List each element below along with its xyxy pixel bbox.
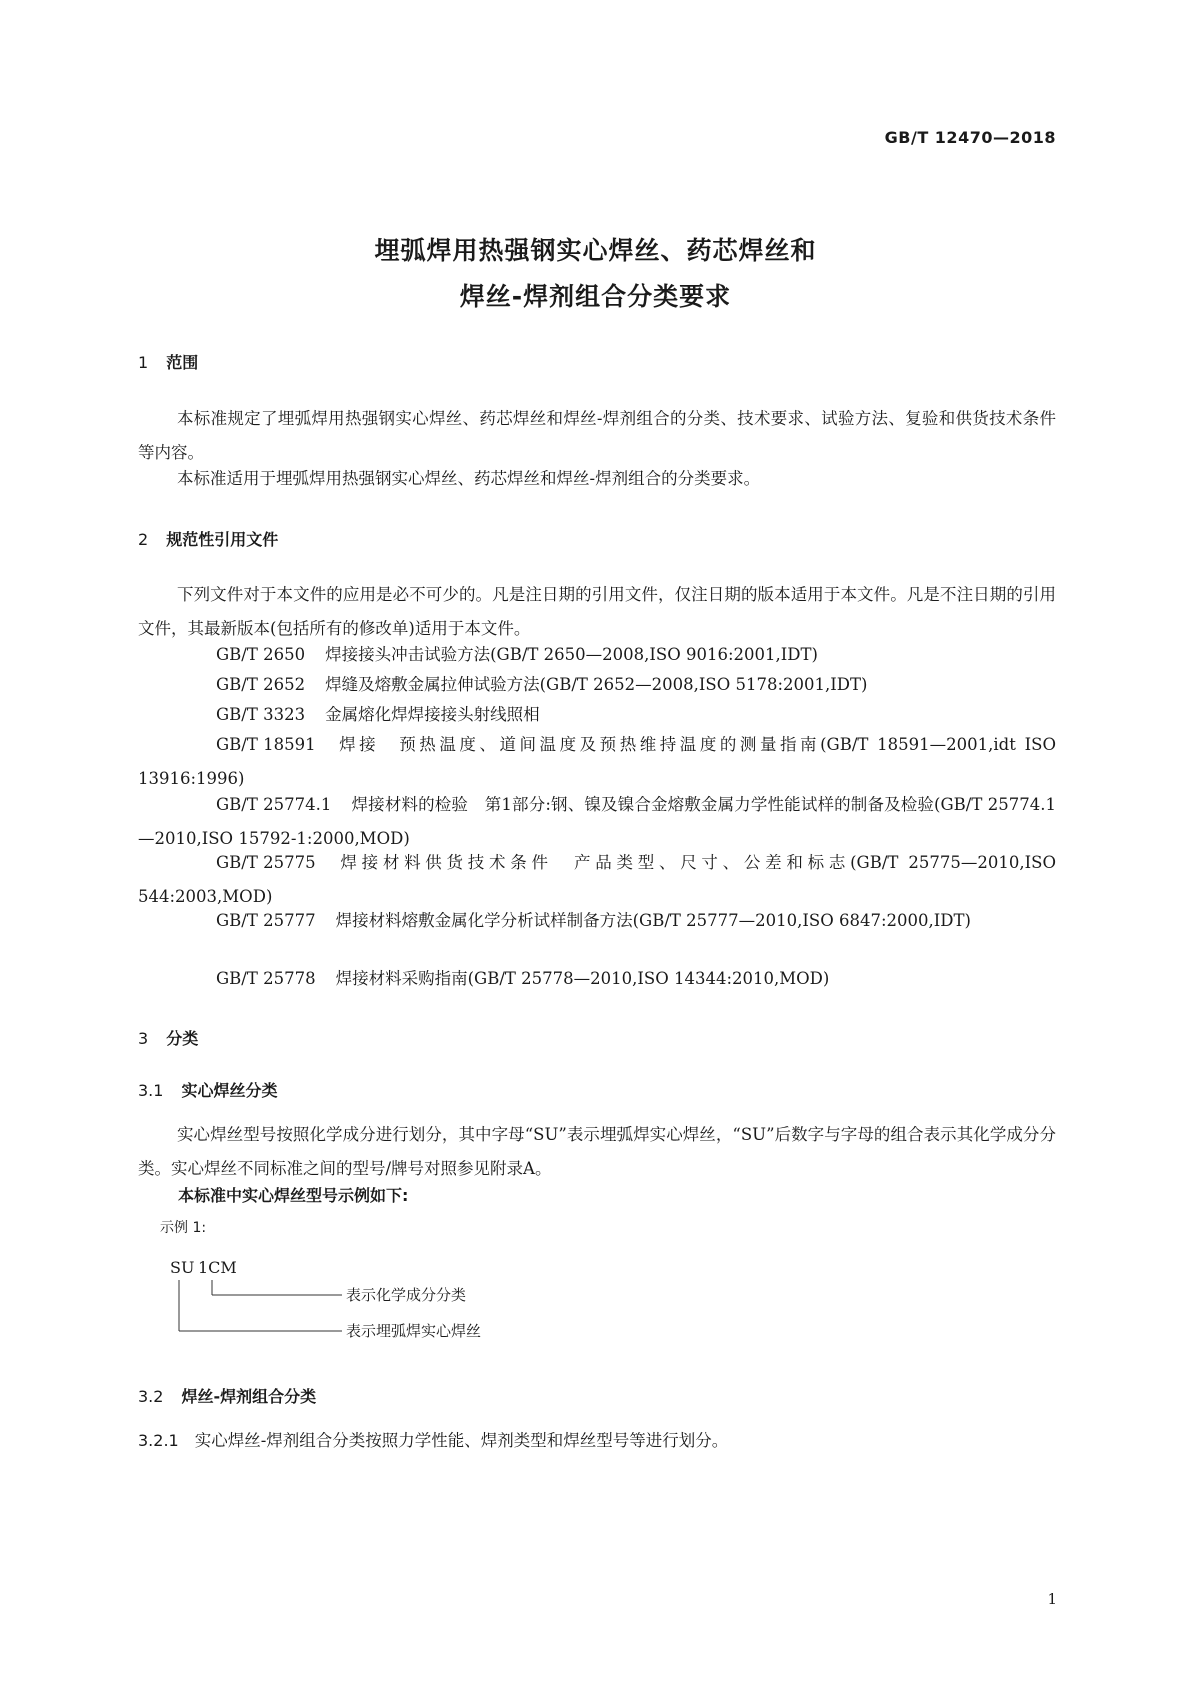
reference-text: 焊接接头冲击试验方法(GB/T 2650—2008,ISO 9016:2001,IDT) — [325, 645, 818, 664]
reference-item — [138, 962, 1056, 996]
section-number: 3.2.1 — [138, 1431, 179, 1450]
reference-text: 焊接材料熔敷金属化学分析试样制备方法(GB/T 25777—2010,ISO 6847:2000,IDT) — [335, 911, 971, 930]
page-number: 1 — [1047, 1590, 1057, 1608]
reference-item — [138, 638, 1056, 672]
section-3-2-heading — [138, 1384, 316, 1407]
reference-code: GB/T 3323 — [216, 705, 306, 724]
reference-text: 焊缝及熔敷金属拉伸试验方法(GB/T 2652—2008,ISO 5178:2001,IDT) — [325, 675, 868, 694]
section-2-intro: 下列文件对于本文件的应用是必不可少的。凡是注日期的引用文件，仅注日期的版本适用于本文件。凡是不注日期的引用文件，其最新版本(包括所有的修改单)适用于本文件。 — [138, 585, 1056, 638]
document-title — [0, 228, 1191, 320]
section-number: 3.2 — [138, 1387, 164, 1406]
label-chemical-classification: 表示化学成分分类 — [346, 1286, 467, 1304]
section-title: 范围 — [166, 353, 199, 372]
section-3-1-heading — [138, 1078, 277, 1101]
reference-text: 金属熔化焊焊接接头射线照相 — [325, 705, 540, 724]
section-title: 焊丝-焊剂组合分类 — [181, 1387, 317, 1406]
section-1-heading — [138, 350, 198, 373]
section-1-paragraph-2: 本标准适用于埋弧焊用热强钢实心焊丝、药芯焊丝和焊丝-焊剂组合的分类要求。 — [177, 469, 761, 488]
section-3-heading — [138, 1026, 198, 1049]
title-line-2: 焊丝-焊剂组合分类要求 — [459, 282, 732, 311]
label-saw-solid-wire: 表示埋弧焊实心焊丝 — [346, 1322, 482, 1340]
reference-code: GB/T 25775 — [216, 853, 316, 872]
reference-text: 焊接材料采购指南(GB/T 25778—2010,ISO 14344:2010,MOD) — [335, 969, 830, 988]
reference-code: GB/T 18591 — [216, 735, 316, 754]
section-2-heading — [138, 527, 278, 550]
example-intro: 本标准中实心焊丝型号示例如下: — [178, 1186, 409, 1205]
model-part-su: SU — [170, 1258, 195, 1277]
reference-text: 焊接材料的检验 第1部分:钢、镍及镍合金熔敷金属力学性能试样的制备及检验(GB/T 25774.1—2010,ISO 15792-1:2000,MOD) — [138, 795, 1056, 848]
model-diagram — [170, 1258, 570, 1358]
reference-item — [138, 668, 1056, 702]
section-title: 分类 — [166, 1029, 199, 1048]
section-title: 实心焊丝分类 — [181, 1081, 278, 1100]
section-1-paragraph-1: 本标准规定了埋弧焊用热强钢实心焊丝、药芯焊丝和焊丝-焊剂组合的分类、技术要求、试验方法、复验和供货技术条件等内容。 — [138, 409, 1056, 462]
reference-item — [138, 728, 1056, 796]
reference-code: GB/T 25777 — [216, 911, 316, 930]
reference-code: GB/T 2650 — [216, 645, 306, 664]
standard-code: GB/T 12470—2018 — [884, 128, 1056, 147]
section-3-1-paragraph: 实心焊丝型号按照化学成分进行划分，其中字母“SU”表示埋弧焊实心焊丝，“SU”后数字与字母的组合表示其化学成分分类。实心焊丝不同标准之间的型号/牌号对照参见附录A。 — [138, 1125, 1056, 1178]
reference-code: GB/T 25774.1 — [216, 795, 332, 814]
reference-text: 焊接 预热温度、道间温度及预热维持温度的测量指南(GB/T 18591—2001,idt ISO 13916:1996) — [138, 735, 1056, 788]
section-3-2-1-paragraph — [138, 1424, 1056, 1458]
title-line-1: 埋弧焊用热强钢实心焊丝、药芯焊丝和 — [374, 236, 817, 265]
reference-code: GB/T 25778 — [216, 969, 316, 988]
reference-text: 焊接材料供货技术条件 产品类型、尺寸、公差和标志(GB/T 25775—2010,ISO 544:2003,MOD) — [138, 853, 1056, 906]
reference-code: GB/T 2652 — [216, 675, 306, 694]
reference-item — [138, 698, 1056, 732]
section-number: 3 — [138, 1029, 149, 1048]
model-part-1cm: 1CM — [198, 1258, 237, 1277]
section-text: 实心焊丝-焊剂组合分类按照力学性能、焊剂类型和焊丝型号等进行划分。 — [194, 1431, 729, 1450]
leader-lines — [170, 1258, 570, 1358]
section-title: 规范性引用文件 — [166, 530, 279, 549]
section-number: 3.1 — [138, 1081, 164, 1100]
example-label: 示例 1: — [160, 1220, 207, 1236]
reference-item — [138, 904, 1056, 938]
section-number: 2 — [138, 530, 149, 549]
section-number: 1 — [138, 353, 149, 372]
